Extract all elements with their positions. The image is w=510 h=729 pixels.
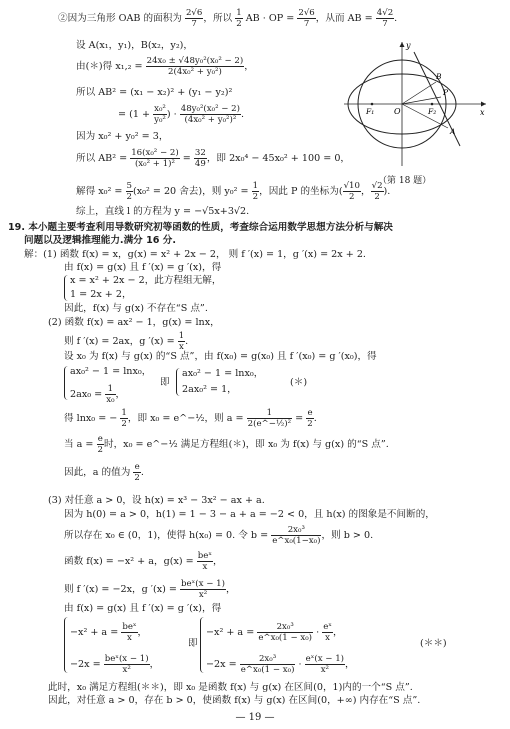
text: 2ax₀ =	[70, 389, 103, 400]
text: ，	[213, 556, 223, 567]
text: (x₀² = 20 舍去)，则 y₀² =	[132, 186, 249, 197]
line-x12-formula	[76, 56, 254, 77]
fraction	[197, 551, 213, 572]
numerator: 2x₀³	[257, 622, 313, 633]
fraction	[180, 579, 226, 600]
fraction	[104, 654, 150, 675]
numerator: 24x₀ ± √48y₀²(x₀² − 2)	[146, 56, 244, 66]
line-points-ab: 设 A(x₁，y₁)，B(x₂，y₂)，	[76, 40, 194, 51]
text: ·	[298, 659, 302, 670]
q19-part2-star-label: (＊)	[290, 377, 308, 388]
focus-f1-dot	[371, 103, 374, 106]
text: =	[295, 413, 304, 424]
text: −2x =	[70, 659, 101, 670]
q19-heading-line1: 19. 本小题主要考查利用导数研究初等函数的性质，考查综合运用数学思想方法分析与解决	[8, 222, 393, 233]
denominator: e^x₀(1 − x₀)	[240, 665, 295, 675]
q19-part1-system-row2: 1 = 2x + 2，	[70, 289, 132, 300]
text: 所以 AB² =	[76, 153, 128, 164]
fraction	[343, 181, 361, 202]
q19-part3-doublestar-label: (＊＊)	[420, 638, 447, 649]
text: −x² + a =	[206, 627, 255, 638]
q19-part2-intro: (2) 函数 f(x) = ax² − 1，g(x) = lnx，	[48, 317, 220, 328]
text: x = x² + 2x − 2	[70, 275, 145, 286]
brace	[64, 617, 69, 673]
numerator: 1	[178, 331, 185, 341]
numerator: e	[307, 408, 313, 418]
fraction	[146, 56, 245, 77]
denominator: x₀	[106, 395, 115, 405]
line-conclusion-l: 综上，直线 l 的方程为 y = −√5x+3√2.	[76, 206, 250, 217]
text: .	[185, 336, 189, 347]
fraction	[120, 408, 127, 429]
text: ，	[361, 186, 371, 197]
q19-part2-answer	[64, 462, 144, 483]
fraction	[153, 104, 167, 125]
text: 函数 f(x) = −x² + a，g(x) =	[64, 556, 194, 567]
text: 所以存在 x₀ ∈ (0，1)，使得 h(x₀) = 0. 令 b =	[64, 530, 269, 541]
denominator: 7	[191, 19, 197, 29]
text: 则 f ′(x) = 2ax，g ′(x) =	[64, 336, 175, 347]
line-x0-y0-sum: 因为 x₀² + y₀² = 3，	[76, 131, 169, 142]
brace	[64, 366, 69, 400]
fraction	[271, 525, 321, 546]
text: 时，x₀ = e^−½ 满足方程组(＊)，即 x₀ 为 f(x) 与 g(x) 的“S 点”.	[103, 439, 389, 450]
point-b-label: B	[436, 72, 442, 81]
fraction	[97, 434, 104, 455]
text: ，则 b > 0.	[321, 530, 374, 541]
q19-part1-condition: 由 f(x) = g(x) 且 f ′(x) = g ′(x)，得	[64, 262, 222, 273]
q19-part2-verify	[64, 434, 389, 455]
q19-part1-system-row1	[70, 275, 221, 287]
text: =	[182, 153, 191, 164]
brace	[176, 368, 181, 396]
numerator: 16(x₀² − 2)	[131, 148, 179, 158]
numerator: e	[97, 434, 103, 444]
numerator: e	[134, 462, 140, 472]
q19-part3-final: 因此，对任意 a > 0，存在 b > 0，使函数 f(x) 与 g(x) 在区间(0，+∞) 内存在“S 点”.	[48, 695, 421, 706]
focus-f2-label: F₂	[428, 107, 437, 116]
denominator: x	[127, 633, 132, 643]
text: 得 lnx₀ = −	[64, 413, 118, 424]
text: ，	[115, 389, 126, 400]
brace	[200, 617, 205, 673]
text: ，	[149, 659, 160, 670]
numerator: beˣ(x − 1)	[104, 654, 149, 664]
text: ) ·	[166, 109, 177, 120]
fraction	[235, 8, 242, 29]
page-number: — 19 —	[235, 712, 275, 723]
fraction	[247, 408, 292, 429]
text: ).	[383, 186, 391, 197]
q19-part2-system-a-row1: ax₀² − 1 = lnx₀，	[70, 366, 152, 377]
text: .	[313, 413, 317, 424]
numerator: 1	[105, 384, 115, 395]
fraction	[376, 8, 394, 29]
denominator: x²	[122, 665, 131, 675]
point-a-label: A	[450, 127, 456, 136]
text: −2x =	[206, 659, 237, 670]
figure-svg	[340, 38, 490, 173]
text: .	[241, 109, 245, 120]
point-p-label: P	[443, 88, 449, 97]
text: ，	[225, 584, 236, 595]
fraction	[322, 622, 333, 643]
q19-part2-system-a-row2	[70, 384, 125, 405]
line-ab-expanded	[118, 104, 244, 125]
q19-part3-system-a-row1	[70, 622, 147, 643]
focus-f2-dot	[431, 103, 434, 106]
q19-part2-derivatives	[64, 331, 188, 352]
q19-part2-system-b-row2: 2ax₀² = 1，	[182, 384, 237, 395]
line-solve-x0	[76, 181, 390, 202]
line-ab-value	[76, 148, 350, 169]
numerator: beˣ	[197, 551, 212, 561]
fraction	[185, 8, 203, 29]
fraction	[121, 622, 137, 643]
text: = (1 +	[118, 109, 151, 120]
denominator: 2	[374, 192, 380, 202]
denominator: e^x₀(1 − x₀)	[258, 633, 313, 643]
x-axis-arrow	[481, 102, 486, 107]
text: .	[140, 467, 144, 478]
line-triangle-area	[58, 8, 397, 29]
denominator: x	[202, 562, 208, 572]
q19-part3-exist-x0	[64, 525, 373, 546]
q19-part3-ji: 即	[188, 638, 198, 649]
denominator: 2	[97, 445, 103, 455]
denominator: 2	[134, 473, 140, 483]
fraction	[133, 462, 140, 483]
numerator: beˣ(x − 1)	[181, 579, 225, 589]
denominator: x²	[320, 665, 329, 675]
denominator: x	[325, 633, 331, 643]
q19-part3-condition: 由 f(x) = g(x) 且 f ′(x) = g ′(x)，得	[64, 603, 222, 614]
text: 当 a =	[64, 439, 94, 450]
text: AB · OP =	[245, 13, 295, 24]
origin-label: O	[394, 107, 401, 116]
text: ，从而 AB =	[315, 13, 373, 24]
numerator: 2x₀³	[240, 654, 296, 665]
fraction	[180, 104, 241, 125]
text: −x² + a =	[70, 627, 119, 638]
q19-part2-assume: 设 x₀ 为 f(x) 与 g(x) 的“S 点”，由 f(x₀) = g(x₀) 且 f ′(x₀) = g ′(x₀)，得	[64, 351, 377, 362]
denominator: 2	[252, 192, 259, 202]
q19-part3-intro: (3) 对任意 a > 0，设 h(x) = x³ − 3x² − ax + a.	[48, 495, 265, 506]
text: ，即 2x₀⁴ − 45x₀² + 100 = 0，	[206, 153, 351, 164]
focus-f1-label: F₁	[366, 107, 375, 116]
q19-part3-x0-satisfies: 此时，x₀ 满足方程组(＊＊)，即 x₀ 是函数 f(x) 与 g(x) 在区间(0，1)内的一个“S 点”.	[48, 682, 413, 693]
text: ，即 x₀ = e^−½，则 a =	[127, 413, 244, 424]
text: ，所以	[203, 13, 233, 24]
denominator: x	[179, 342, 184, 352]
q19-part3-system-b-row2	[206, 654, 355, 675]
fraction	[130, 148, 180, 169]
y-axis-arrow	[400, 42, 405, 47]
fraction	[252, 181, 259, 202]
numerator: eˣ(x − 1)	[305, 654, 345, 664]
fraction	[257, 622, 313, 643]
numerator: 5	[126, 181, 132, 191]
fraction	[306, 408, 313, 429]
numerator: √10	[343, 181, 360, 191]
q19-heading-line2: 问题以及逻辑推理能力.满分 16 分.	[24, 235, 177, 246]
numerator: 2√6	[185, 8, 203, 18]
text: 解得 x₀² =	[76, 186, 123, 197]
q19-part2-system-b-row1: ax₀² − 1 = lnx₀，	[182, 368, 264, 379]
fraction	[194, 148, 207, 169]
denominator: 2	[236, 19, 242, 29]
numerator: 1	[252, 181, 259, 191]
text: .	[394, 13, 398, 24]
brace	[64, 275, 69, 301]
text: ，	[345, 659, 355, 670]
denominator: x²	[198, 590, 208, 600]
q19-part3-derivatives	[64, 579, 236, 600]
line-ab-squared: 所以 AB² = (x₁ − x₂)² + (y₁ − y₂)²	[76, 87, 233, 98]
text: 因此，a 的值为	[64, 467, 131, 478]
text: ，此方程组无解，	[144, 275, 222, 286]
denominator: 2	[307, 419, 313, 429]
numerator: beˣ	[122, 622, 137, 632]
text: ，	[244, 61, 254, 72]
numerator: 48y₀²(x₀² − 2)	[180, 104, 241, 114]
numerator: 1	[247, 408, 292, 419]
q19-part3-system-a-row2	[70, 654, 159, 675]
denominator: (x₀² + 1)²	[134, 159, 175, 169]
y-axis-label: y	[406, 41, 411, 50]
figure-caption: （第 18 题）	[378, 176, 432, 186]
q19-part1-intro: 解：(1) 函数 f(x) = x，g(x) = x² + 2x − 2， 则 f ′(x) = 1，g ′(x) = 2x + 2.	[24, 249, 366, 260]
denominator: 7	[303, 19, 310, 29]
q19-part3-continuity: 因为 h(0) = a > 0，h(1) = 1 − 3 − a + a = −2 < 0，且 h(x) 的图象是不间断的，	[64, 509, 435, 520]
text: 则 f ′(x) = −2x，g ′(x) =	[64, 584, 177, 595]
numerator: 2x₀³	[271, 525, 321, 536]
q19-part1-conclusion: 因此，f(x) 与 g(x) 不存在“S 点”.	[64, 303, 208, 314]
ellipse-figure	[340, 38, 490, 173]
text: ·	[316, 627, 320, 638]
q19-part2-ji: 即	[160, 377, 170, 388]
text: ，因此 P 的坐标为(	[259, 186, 343, 197]
numerator: 32	[194, 148, 206, 158]
denominator: y₀²	[154, 115, 166, 125]
q19-part2-solve-a	[64, 408, 317, 429]
numerator: eˣ	[323, 622, 332, 632]
numerator: 1	[236, 8, 242, 18]
denominator: 2	[121, 419, 127, 429]
fraction	[297, 8, 315, 29]
denominator: 2(4x₀² + y₀²)	[168, 67, 222, 77]
text: 由(＊)得 x₁,₂ =	[76, 61, 143, 72]
fraction	[240, 654, 296, 675]
x-axis-label: x	[480, 108, 485, 117]
denominator: e^x₀(1−x₀)	[272, 536, 321, 546]
text: ，	[332, 627, 343, 638]
q19-part3-system-b-row1	[206, 622, 343, 643]
numerator: 4√2	[376, 8, 394, 18]
denominator: 7	[382, 19, 388, 29]
fraction	[305, 654, 345, 675]
numerator: x₀²	[154, 104, 166, 114]
denominator: 2	[126, 192, 132, 202]
q19-part3-functions	[64, 551, 223, 572]
numerator: 1	[121, 408, 127, 418]
denominator: 49	[194, 159, 206, 169]
text: ②因为三角形 OAB 的面积为	[58, 13, 182, 24]
fraction	[105, 384, 115, 405]
denominator: 2(e^−½)²	[247, 419, 292, 429]
numerator: 2√6	[298, 8, 315, 18]
denominator: (4x₀² + y₀²)²	[184, 115, 237, 125]
text: ，	[137, 627, 148, 638]
numerator: √2	[371, 181, 383, 191]
fraction	[126, 181, 133, 202]
denominator: 2	[349, 192, 355, 202]
